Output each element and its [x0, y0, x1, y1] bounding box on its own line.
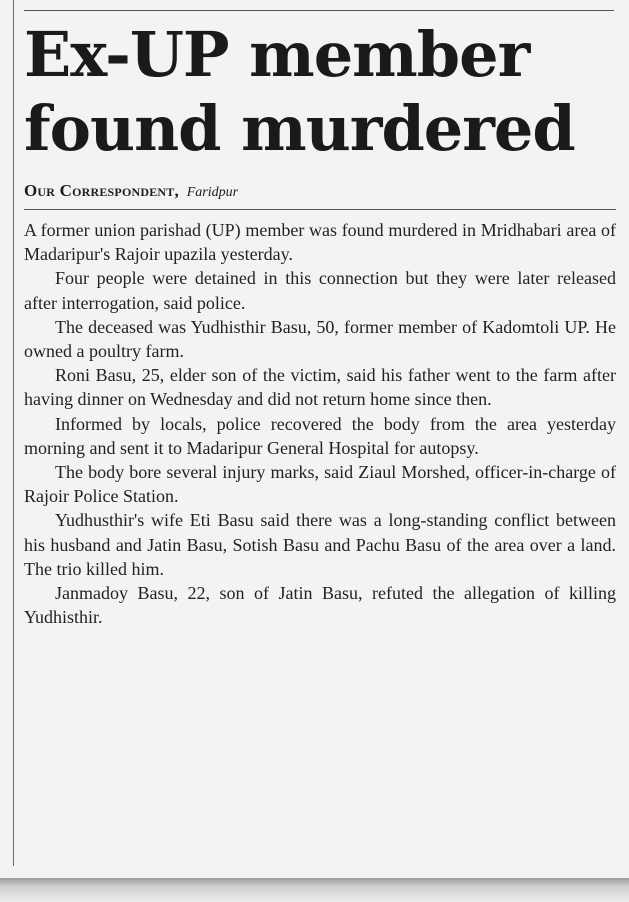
paragraph-6: The body bore several injury marks, said Ziaul Morshed, officer-in-charge of Rajoir Police Station.: [24, 462, 616, 507]
column-left-rule: [13, 0, 14, 866]
paragraph-2: Four people were detained in this connection but they were later released after interrogation, said police.: [24, 268, 616, 313]
byline: [24, 179, 616, 203]
byline-location: Faridpur: [186, 185, 239, 200]
paragraph-7: Yudhusthir's wife Eti Basu said there was a long-standing conflict between his husband and Jatin Basu, Sotish Basu and Pachu Basu of the area over a land. The trio killed him.: [24, 510, 616, 579]
headline-line-1: Ex-UP member: [24, 18, 530, 91]
headline: [24, 18, 616, 166]
paragraph-5: Informed by locals, police recovered the body from the area yesterday morning and sent it to Madaripur General Hospital for autopsy.: [24, 413, 616, 458]
news-article: [24, 18, 616, 629]
top-rule: [24, 10, 614, 11]
page-bottom-edge: [0, 878, 629, 902]
paragraph-3: The deceased was Yudhisthir Basu, 50, former member of Kadomtoli UP. He owned a poultry farm.: [24, 316, 616, 362]
byline-rule: [24, 209, 616, 210]
paragraph-1: A former union parishad (UP) member was found murdered in Mridhabari area of Madaripur's Rajoir upazila yesterday.: [24, 220, 616, 265]
paragraph-8: Janmadoy Basu, 22, son of Jatin Basu, refuted the allegation of killing Yudhisthir.: [24, 583, 616, 628]
article-body: [24, 218, 616, 629]
byline-correspondent: Our Correspondent,: [24, 181, 179, 200]
headline-line-2: found murdered: [24, 92, 575, 165]
paragraph-4: Roni Basu, 25, elder son of the victim, said his father went to the farm after having dinner on Wednesday and did not return home since then.: [24, 365, 616, 410]
